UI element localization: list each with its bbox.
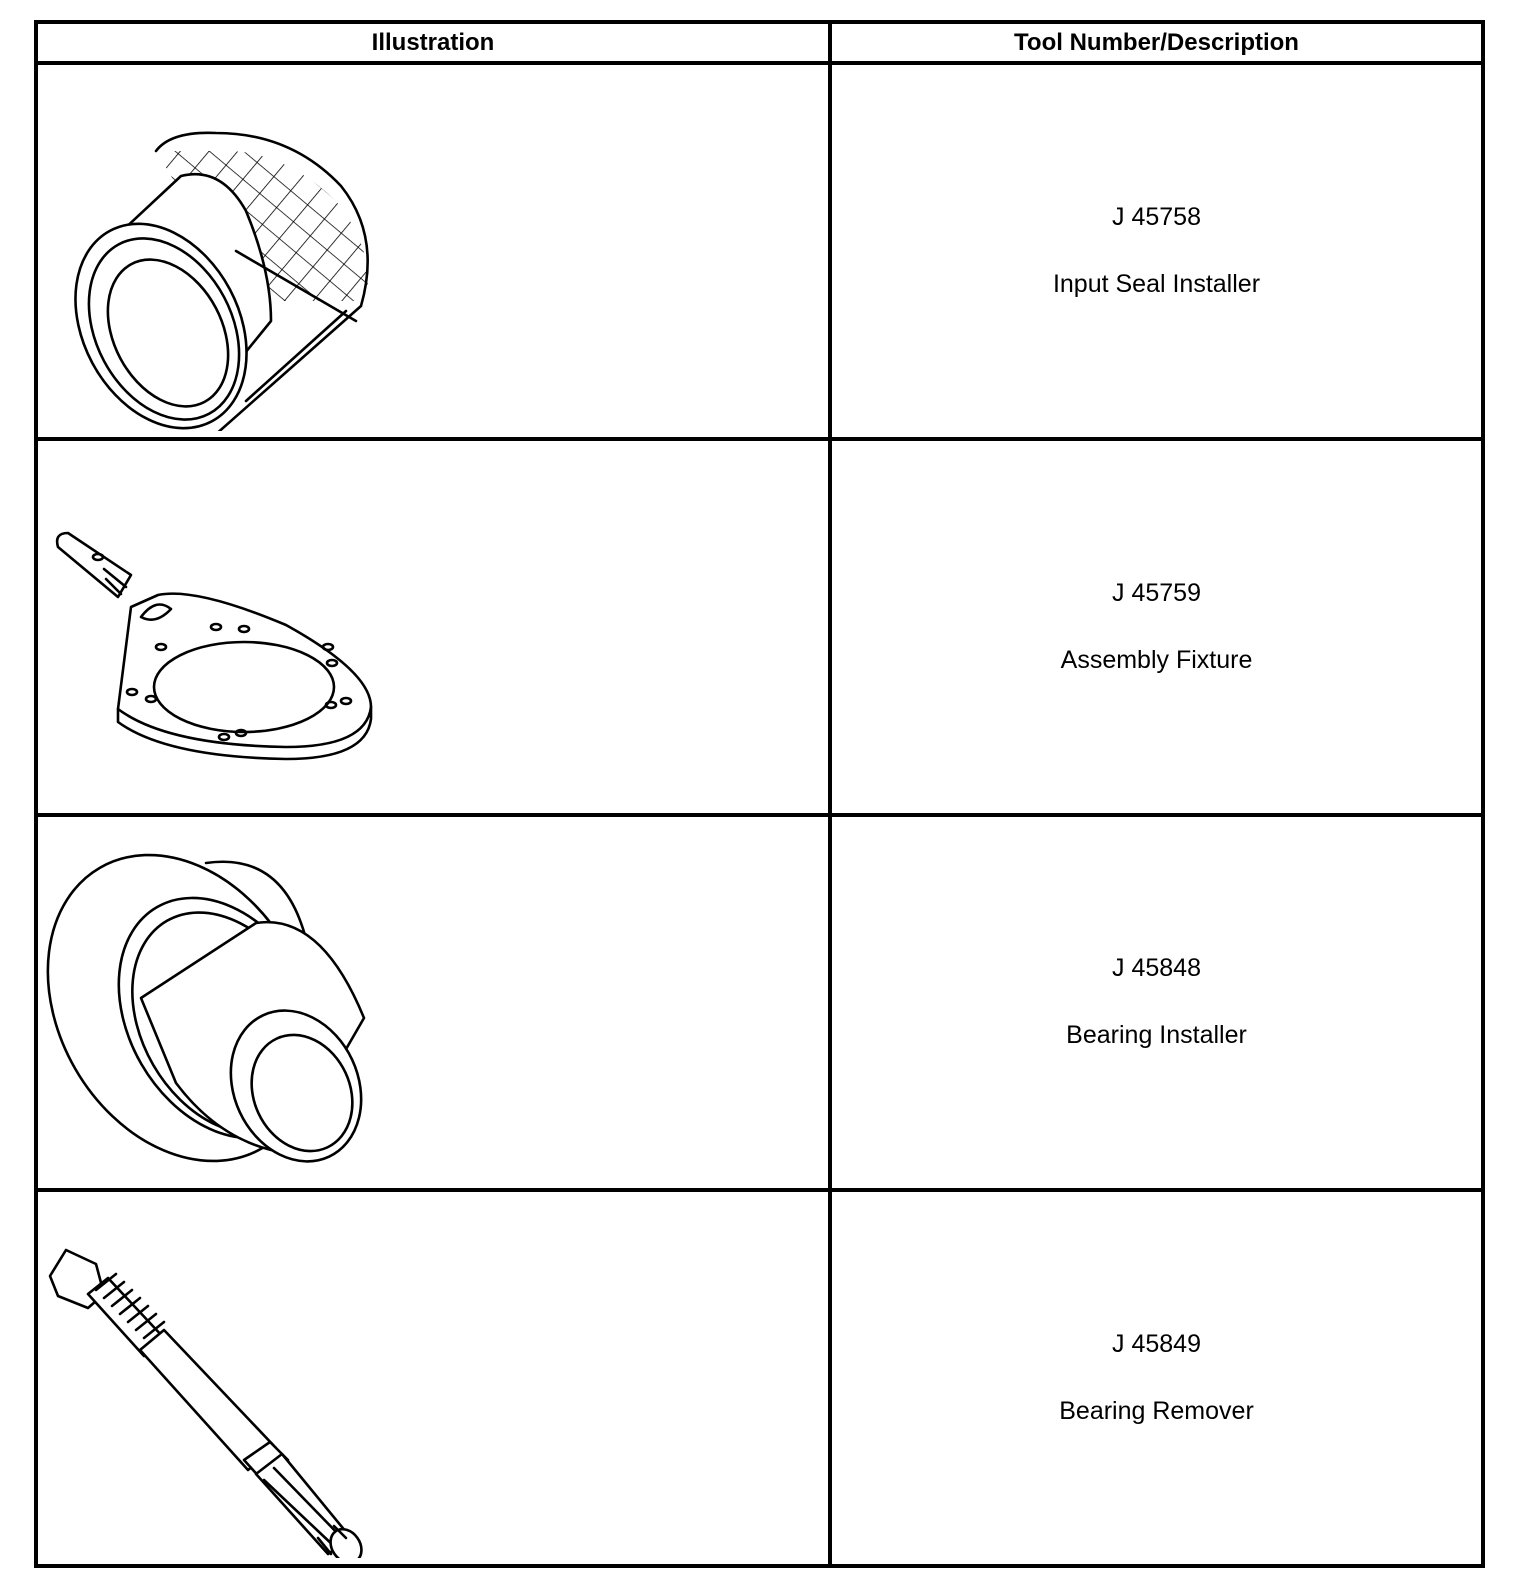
tool-description: Bearing Remover — [1059, 1397, 1254, 1426]
table-row — [36, 439, 1483, 815]
tool-number: J 45848 — [1112, 954, 1201, 983]
tool-description-cell — [830, 815, 1483, 1191]
column-header-illustration: Illustration — [36, 22, 830, 63]
illustration-cell — [36, 439, 830, 815]
illustration-cell — [36, 1190, 830, 1566]
table-row — [36, 815, 1483, 1191]
column-header-tool: Tool Number/Description — [830, 22, 1483, 63]
bearing-installer-icon — [46, 823, 386, 1183]
tool-number: J 45849 — [1112, 1330, 1201, 1359]
tool-description: Input Seal Installer — [1052, 270, 1261, 299]
tool-description: Assembly Fixture — [1060, 645, 1253, 674]
input-seal-installer-icon — [46, 71, 386, 431]
tool-description-cell — [830, 63, 1483, 439]
tool-description-cell — [830, 439, 1483, 815]
tool-table — [34, 20, 1485, 1568]
assembly-fixture-icon — [46, 447, 386, 807]
tool-number: J 45758 — [1112, 203, 1201, 232]
table-row — [36, 63, 1483, 439]
table-row — [36, 1190, 1483, 1566]
illustration-cell — [36, 63, 830, 439]
tool-description-cell — [830, 1190, 1483, 1566]
illustration-cell — [36, 815, 830, 1191]
tool-description: Bearing Installer — [1066, 1021, 1247, 1050]
bearing-remover-icon — [46, 1198, 386, 1558]
tool-number: J 45759 — [1112, 578, 1201, 607]
table-header-row — [36, 22, 1483, 63]
